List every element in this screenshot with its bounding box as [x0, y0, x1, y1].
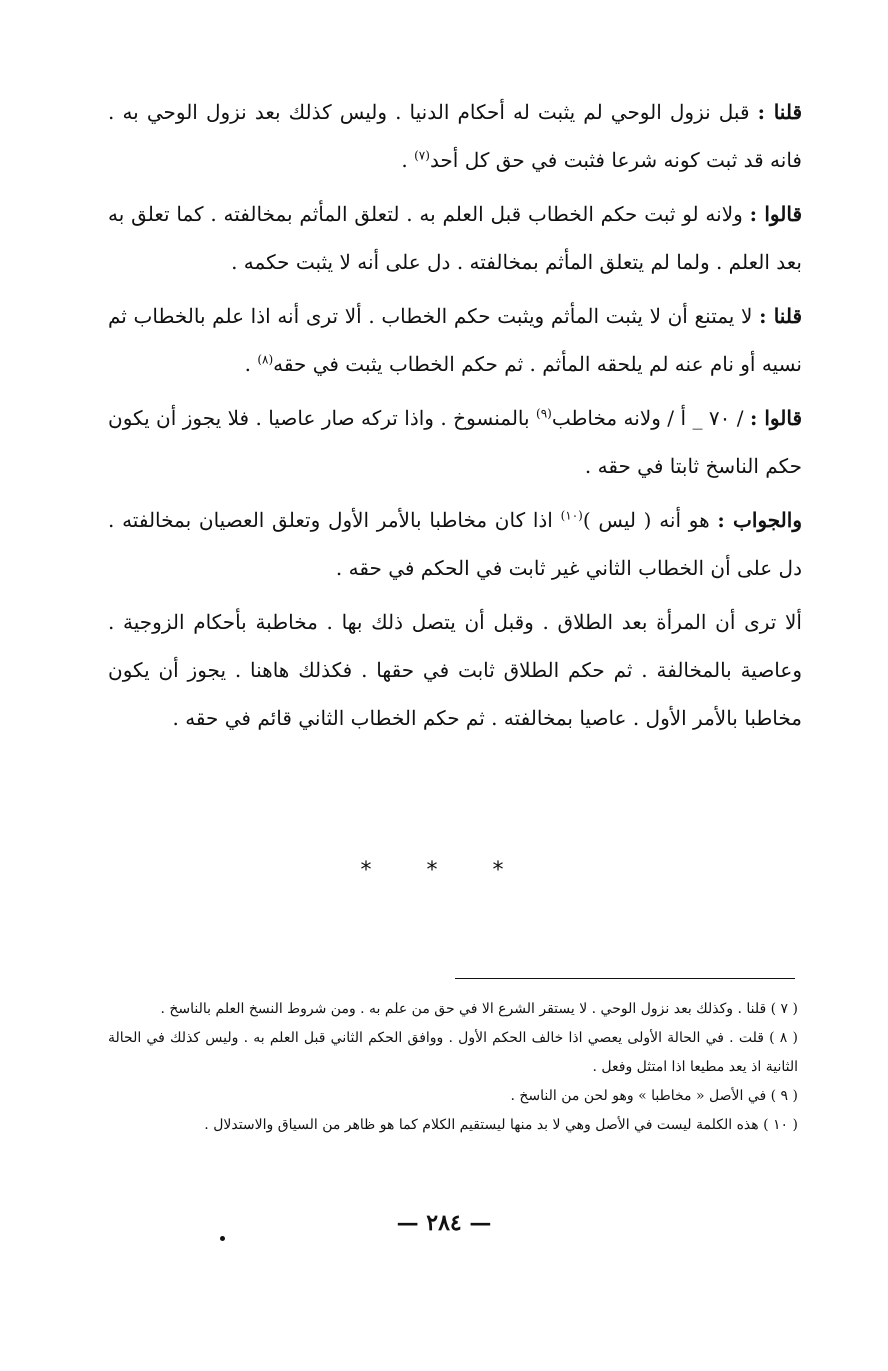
main-text [108, 88, 802, 748]
paragraph-lead: قلنا : [757, 100, 803, 124]
ink-speck [220, 1236, 225, 1241]
paragraph-text: لا يمتنع أن لا يثبت المأثم ويثبت حكم الخطاب . ألا ترى أنه اذا علم بالخطاب ثم نسيه أو نام عنه لم يلحقه المأثم . ثم حكم الخطاب يثبت في حقه [108, 304, 802, 376]
paragraph-lead: قالوا : [749, 406, 802, 430]
paragraph-text: / ٧٠ _ أ / ولانه مخاطب [551, 406, 750, 430]
paragraph-lead: قلنا : [759, 304, 803, 328]
page-number: — ٢٨٤ — [396, 1210, 492, 1236]
footnote-rule [455, 978, 795, 979]
paragraph-4 [108, 394, 802, 490]
paragraph-end: . [244, 352, 258, 376]
footnote-ref: (٧) [414, 148, 430, 163]
paragraph-text: قبل نزول الوحي لم يثبت له أحكام الدنيا . وليس كذلك بعد نزول الوحي به . فانه قد ثبت كونه شرعا فثبت في حق كل أحد [108, 100, 802, 172]
paragraph-2 [108, 190, 802, 286]
footnote-ref: (٨) [257, 352, 274, 367]
paragraph-text: هو أنه ( ليس ) [582, 508, 718, 532]
footnote-8: ( ٨ ) قلت . في الحالة الأولى يعصي اذا خالف الحكم الأول . ووافق الحكم الثاني قبل العلم به . وليس كذلك في الحالة الثانية اذ يعد مطيعا اذا امتثل وفعل . [108, 1030, 798, 1075]
footnote-ref: (٩) [536, 406, 552, 421]
section-divider: * * * [360, 858, 528, 883]
paragraph-5 [108, 496, 802, 592]
paragraph-lead: قالوا : [749, 202, 803, 226]
paragraph-end: بالمنسوخ . واذا تركه صار عاصيا . فلا يجوز أن يكون حكم الناسخ ثابتا في حقه . [108, 406, 802, 478]
paragraph-lead: والجواب : [717, 508, 802, 532]
paragraph-3 [108, 292, 802, 388]
footnote-9: ( ٩ ) في الأصل « مخاطبا » وهو لحن من الناسخ . [510, 1088, 798, 1104]
paragraph-1 [108, 88, 802, 184]
paragraph-6 [108, 598, 802, 742]
paragraph-end: اذا كان مخاطبا بالأمر الأول وتعلق العصيان بمخالفته . دل على أن الخطاب الثاني غير ثابت في الحكم في حقه . [108, 508, 802, 580]
paragraph-text: ولانه لو ثبت حكم الخطاب قبل العلم به . لتعلق المأثم بمخالفته . كما تعلق به بعد العلم . ولما لم يتعلق المأثم بمخالفته . دل على أنه لا يثبت حكمه . [108, 202, 802, 274]
footnote-7: ( ٧ ) قلنا . وكذلك بعد نزول الوحي . لا يستقر الشرع الا في حق من علم به . ومن شروط النسخ العلم بالناسخ . [160, 1001, 798, 1017]
paragraph-end: . [401, 148, 415, 172]
footnote-10: ( ١٠ ) هذه الكلمة ليست في الأصل وهي لا بد منها ليستقيم الكلام كما هو ظاهر من السياق والاستدلال . [204, 1117, 798, 1133]
footnotes [108, 995, 798, 1140]
paragraph-text: ألا ترى أن المرأة بعد الطلاق . وقبل أن يتصل ذلك بها . مخاطبة بأحكام الزوجية . وعاصية بالمخالفة . ثم حكم الطلاق ثابت في حقها . فكذلك هاهنا . يجوز أن يكون مخاطبا بالأمر الأول . عاصيا بمخالفته . ثم حكم الخطاب الثاني قائم في حقه . [108, 610, 802, 730]
footnote-ref: (١٠) [560, 508, 583, 523]
